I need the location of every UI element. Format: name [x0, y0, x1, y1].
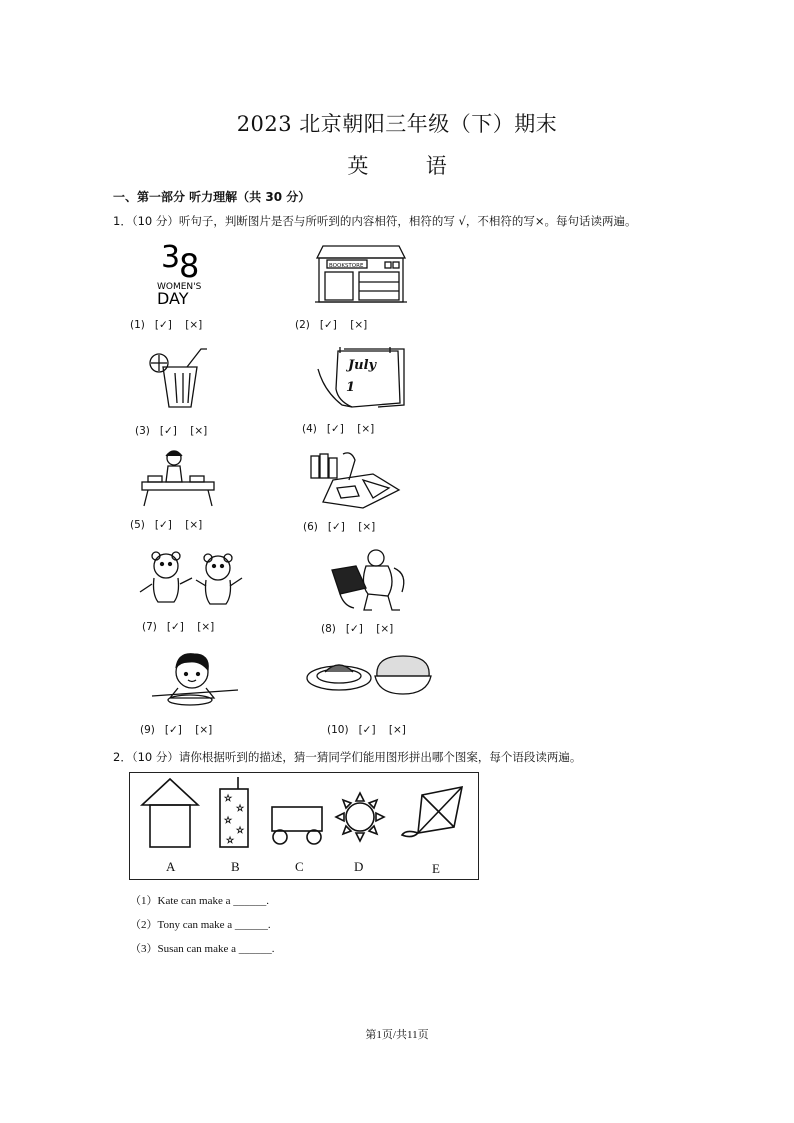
shape-label-a: A — [166, 859, 176, 874]
boy-picture — [150, 648, 240, 710]
bookstore-picture — [313, 242, 409, 306]
shape-label-b: B — [231, 859, 240, 874]
svg-text:☆: ☆ — [236, 826, 245, 836]
shape-house — [142, 779, 198, 847]
item-4-choices[interactable]: [✓] [×] — [326, 423, 375, 435]
subject-char-1: 英 — [347, 154, 369, 178]
item-5-choices[interactable]: [✓] [×] — [154, 519, 203, 531]
item-1-choices[interactable]: [✓] [×] — [154, 319, 203, 331]
sentence-1[interactable]: （1）Kate can make a ______. — [130, 895, 269, 907]
man-child-picture — [330, 548, 410, 614]
juice-picture — [145, 345, 215, 411]
calendar-month: July — [348, 358, 377, 373]
subject-title — [0, 150, 794, 180]
two-bears-picture — [138, 550, 244, 612]
item-2-choices[interactable]: [✓] [×] — [319, 319, 368, 331]
womens-day-digit-3: 3 — [161, 240, 181, 275]
womens-day-womens: WOMEN'S — [157, 282, 202, 292]
shape-label-c: C — [295, 859, 304, 874]
subject-char-2: 语 — [425, 154, 447, 178]
page-title: 2023 北京朝阳三年级（下）期末 — [236, 112, 558, 136]
item-7-label: (7) [✓] [×] — [142, 621, 215, 633]
item-2-label: (2) [✓] [×] — [295, 319, 368, 331]
item-9-label: (9) [✓] [×] — [140, 724, 213, 736]
item-8-choices[interactable]: [✓] [×] — [345, 623, 394, 635]
item-9-choices[interactable]: [✓] [×] — [164, 724, 213, 736]
shape-drink-box — [220, 777, 248, 847]
item-5-label: (5) [✓] [×] — [130, 519, 203, 531]
womens-day-picture — [155, 237, 215, 305]
question-2-text: 2．（10 分）请你根据听到的描述，猜一猜同学们能用图形拼出哪个图案，每个语段读两遍。 — [113, 750, 582, 764]
sentence-2[interactable]: （2）Tony can make a ______. — [130, 919, 271, 931]
shape-sun — [336, 793, 384, 841]
messy-books-picture — [303, 450, 403, 512]
svg-text:☆: ☆ — [224, 794, 233, 804]
shape-cart — [272, 807, 322, 844]
bookstore-sign: BOOKSTORE — [329, 263, 364, 269]
shape-kite — [402, 787, 462, 837]
item-1-label: (1) [✓] [×] — [130, 319, 203, 331]
shape-label-d: D — [354, 859, 364, 874]
food-picture — [305, 650, 435, 698]
shapes-panel — [129, 772, 479, 880]
girl-table-picture — [138, 446, 218, 508]
item-6-choices[interactable]: [✓] [×] — [327, 521, 376, 533]
section-heading: 一、第一部分 听力理解（共 30 分） — [113, 190, 311, 204]
page-footer: 第1页/共11页 — [365, 1029, 429, 1041]
sentence-3[interactable]: （3）Susan can make a ______. — [130, 943, 275, 955]
item-3-choices[interactable]: [✓] [×] — [159, 425, 208, 437]
item-3-label: (3) [✓] [×] — [135, 425, 208, 437]
item-10-label: (10) [✓] [×] — [327, 724, 406, 736]
shape-label-e: E — [432, 861, 440, 876]
calendar-day: 1 — [346, 380, 356, 395]
item-4-label: (4) [✓] [×] — [302, 423, 375, 435]
item-7-choices[interactable]: [✓] [×] — [166, 621, 215, 633]
calendar-picture — [308, 345, 408, 411]
womens-day-day: DAY — [157, 289, 189, 305]
item-8-label: (8) [✓] [×] — [321, 623, 394, 635]
item-6-label: (6) [✓] [×] — [303, 521, 376, 533]
svg-text:☆: ☆ — [226, 836, 235, 846]
item-10-choices[interactable]: [✓] [×] — [358, 724, 406, 736]
svg-text:☆: ☆ — [224, 816, 233, 826]
question-1-text: 1．（10 分）听句子，判断图片是否与所听到的内容相符，相符的写 √，不相符的写×。每句话读两遍。 — [113, 214, 637, 228]
svg-text:☆: ☆ — [236, 804, 245, 814]
womens-day-digit-8: 8 — [179, 247, 200, 285]
